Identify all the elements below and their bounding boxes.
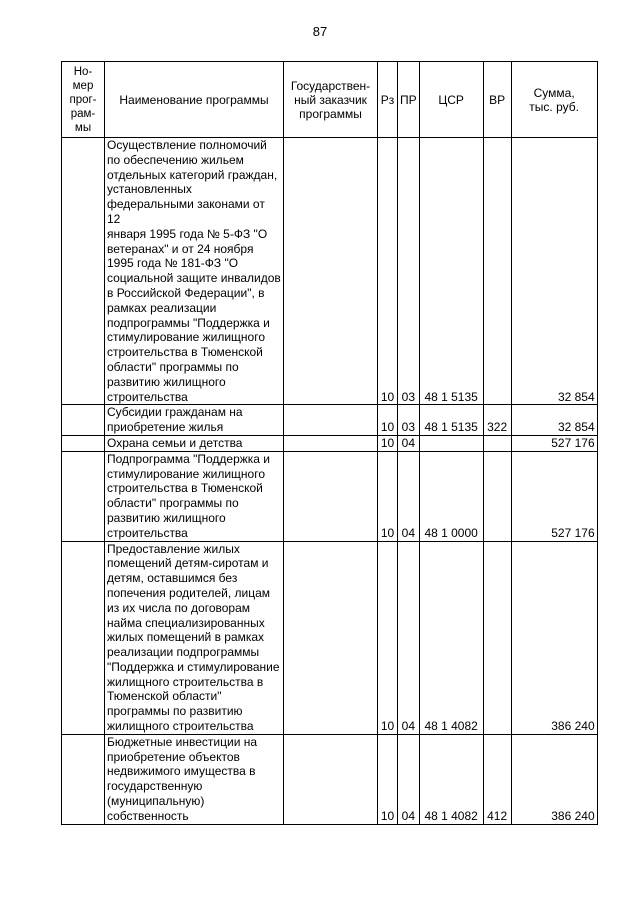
row-vr: 412 [483,734,511,824]
table-row [62,405,598,436]
row-sum: 32 854 [511,138,597,405]
row-program-number [62,435,105,451]
row-name: Бюджетные инвестиции на приобретение объектов недвижимого имущества в государственную (муниципальную) собственность [105,734,284,824]
row-customer [284,451,378,541]
row-csr: 48 1 0000 [419,451,483,541]
row-program-number [62,405,105,436]
row-sum: 527 176 [511,451,597,541]
budget-table [61,61,598,825]
header-csr: ЦСР [419,62,483,138]
row-pr: 04 [398,734,420,824]
row-customer [284,541,378,734]
row-pr: 04 [398,451,420,541]
row-csr: 48 1 5135 [419,405,483,436]
table-row [62,451,598,541]
row-vr [483,138,511,405]
row-vr [483,541,511,734]
row-sum: 386 240 [511,541,597,734]
row-csr: 48 1 5135 [419,138,483,405]
page-number: 87 [312,24,328,39]
row-csr: 48 1 4082 [419,734,483,824]
table-header-row [62,62,598,138]
header-vr: ВР [483,62,511,138]
row-name: Осуществление полномочий по обеспечению жильем отдельных категорий граждан, установленных федеральными законами от 12 января 1995 года № 5-ФЗ "О ветеранах" и от 24 ноября 1995 года № 181-ФЗ "О социальной защите инвалидов в Российской Федерации", в рамках реализации подпрограммы "Поддержка и стимулирование жилищного строительства в Тюменской области" программы по развитию жилищного строительства [105,138,284,405]
row-pr: 04 [398,435,420,451]
row-rz: 10 [378,541,398,734]
row-customer [284,138,378,405]
row-customer [284,734,378,824]
header-customer: Государствен- ный заказчик программы [284,62,378,138]
row-program-number [62,138,105,405]
row-pr: 03 [398,405,420,436]
row-pr: 04 [398,541,420,734]
row-program-number [62,541,105,734]
row-sum: 527 176 [511,435,597,451]
row-customer [284,405,378,436]
row-name: Охрана семьи и детства [105,435,284,451]
row-program-number [62,734,105,824]
header-sum: Сумма, тыс. руб. [511,62,597,138]
row-rz: 10 [378,734,398,824]
row-name: Подпрограмма "Поддержка и стимулирование жилищного строительства в Тюменской области" программы по развитию жилищного строительства [105,451,284,541]
header-program-name: Наименование программы [105,62,284,138]
header-rz: Рз [378,62,398,138]
table-row [62,541,598,734]
row-sum: 32 854 [511,405,597,436]
row-program-number [62,451,105,541]
row-csr [419,435,483,451]
row-rz: 10 [378,405,398,436]
header-pr: ПР [398,62,420,138]
row-rz: 10 [378,138,398,405]
row-vr [483,435,511,451]
row-name: Субсидии гражданам на приобретение жилья [105,405,284,436]
table-row [62,138,598,405]
row-rz: 10 [378,435,398,451]
row-name: Предоставление жилых помещений детям-сиротам и детям, оставшимся без попечения родителей, лицам из их числа по договорам найма специализированных жилых помещений в рамках реализации подпрограммы "Поддержка и стимулирование жилищного строительства в Тюменской области" программы по развитию жилищного строительства [105,541,284,734]
row-sum: 386 240 [511,734,597,824]
table-row [62,734,598,824]
row-vr: 322 [483,405,511,436]
row-rz: 10 [378,451,398,541]
table-row [62,435,598,451]
row-customer [284,435,378,451]
row-vr [483,451,511,541]
row-pr: 03 [398,138,420,405]
header-program-number: Но- мер прог- рам- мы [62,62,105,138]
row-csr: 48 1 4082 [419,541,483,734]
